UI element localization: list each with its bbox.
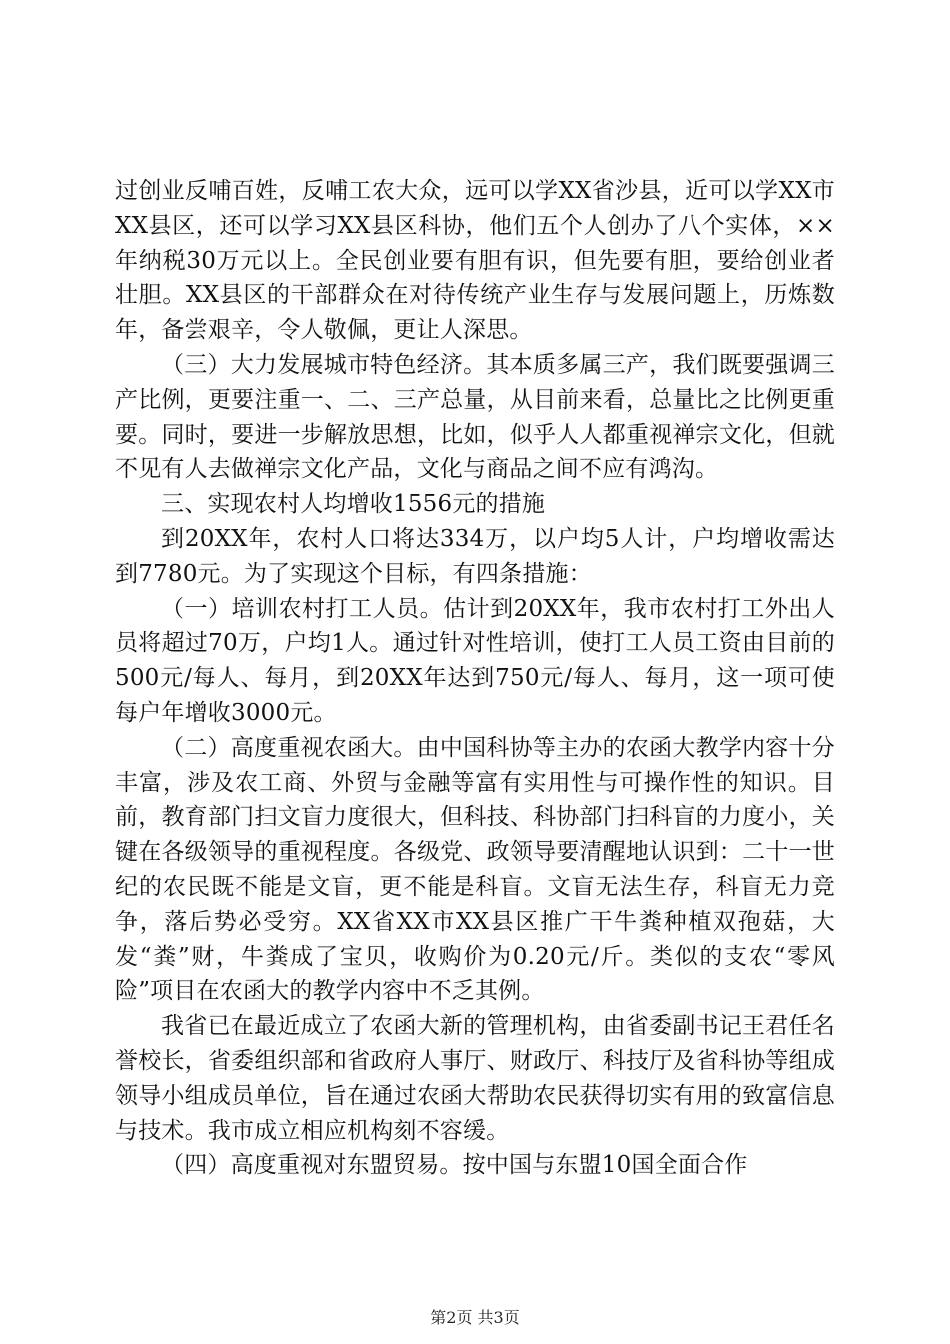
paragraph-measure-two-correspondence-university: （二）高度重视农函大。由中国科协等主办的农函大教学内容十分丰富，涉及农工商、外贸与金融等富有实用性与可操作性的知识。目前，教育部门扫文盲力度很大，但科技、科协部门扫科盲的力度小，关键在各级领导的重视程度。各级党、政领导要清醒地认识到：二十一世纪的农民既不能是文盲，更不能是科盲。文盲无法生存，科盲无力竞争，落后势必受穷。XX省XX市XX县区推广干牛粪种植双孢菇，大发“粪”财，牛粪成了宝贝，收购价为0.20元/斤。类似的支农“零风险”项目在农函大的教学内容中不乏其例。 xyxy=(115,734,835,1005)
paragraph-measure-one-training: （一）培训农村打工人员。估计到20XX年，我市农村打工外出人员将超过70万，户均1人。通过针对性培训，使打工人员工资由目前的500元/每人、每月，到20XX年达到750元/每人、每月，这一项可使每户年增收3000元。 xyxy=(115,595,835,726)
paragraph-management-institution: 我省已在最近成立了农函大新的管理机构，由省委副书记王君任名誉校长，省委组织部和省政府人事厅、财政厅、科技厅及省科协等组成领导小组成员单位，旨在通过农函大帮助农民获得切实有用的致富信息与技术。我市成立相应机构刻不容缓。 xyxy=(115,1013,835,1144)
document-body xyxy=(115,174,835,1183)
paragraph-section-three-city-economy: （三）大力发展城市特色经济。其本质多属三产，我们既要强调三产比例，更要注重一、二、三产总量，从目前来看，总量比之比例更重要。同时，要进一步解放思想，比如，似乎人人都重视禅宗文化，但就不见有人去做禅宗文化产品，文化与商品之间不应有鸿沟。 xyxy=(115,351,835,483)
paragraph-continuation: 过创业反哺百姓，反哺工农大众，远可以学XX省沙县，近可以学XX市XX县区，还可以学习XX县区科协，他们五个人创办了八个实体，××年纳税30万元以上。全民创业要有胆有识，但先要有胆，要给创业者壮胆。XX县区的干部群众在对待传统产业生存与发展问题上，历炼数年，备尝艰辛，令人敬佩，更让人深思。 xyxy=(115,178,835,344)
paragraph-income-target: 到20XX年，农村人口将达334万，以户均5人计，户均增收需达到7780元。为了实现这个目标，有四条措施： xyxy=(115,525,835,587)
page-footer: 第2页 共3页 xyxy=(430,1308,520,1327)
section-heading-rural-income: 三、实现农村人均增收1556元的措施 xyxy=(161,491,546,518)
paragraph-measure-four-asean-trade: （四）高度重视对东盟贸易。按中国与东盟10国全面合作 xyxy=(161,1152,748,1179)
